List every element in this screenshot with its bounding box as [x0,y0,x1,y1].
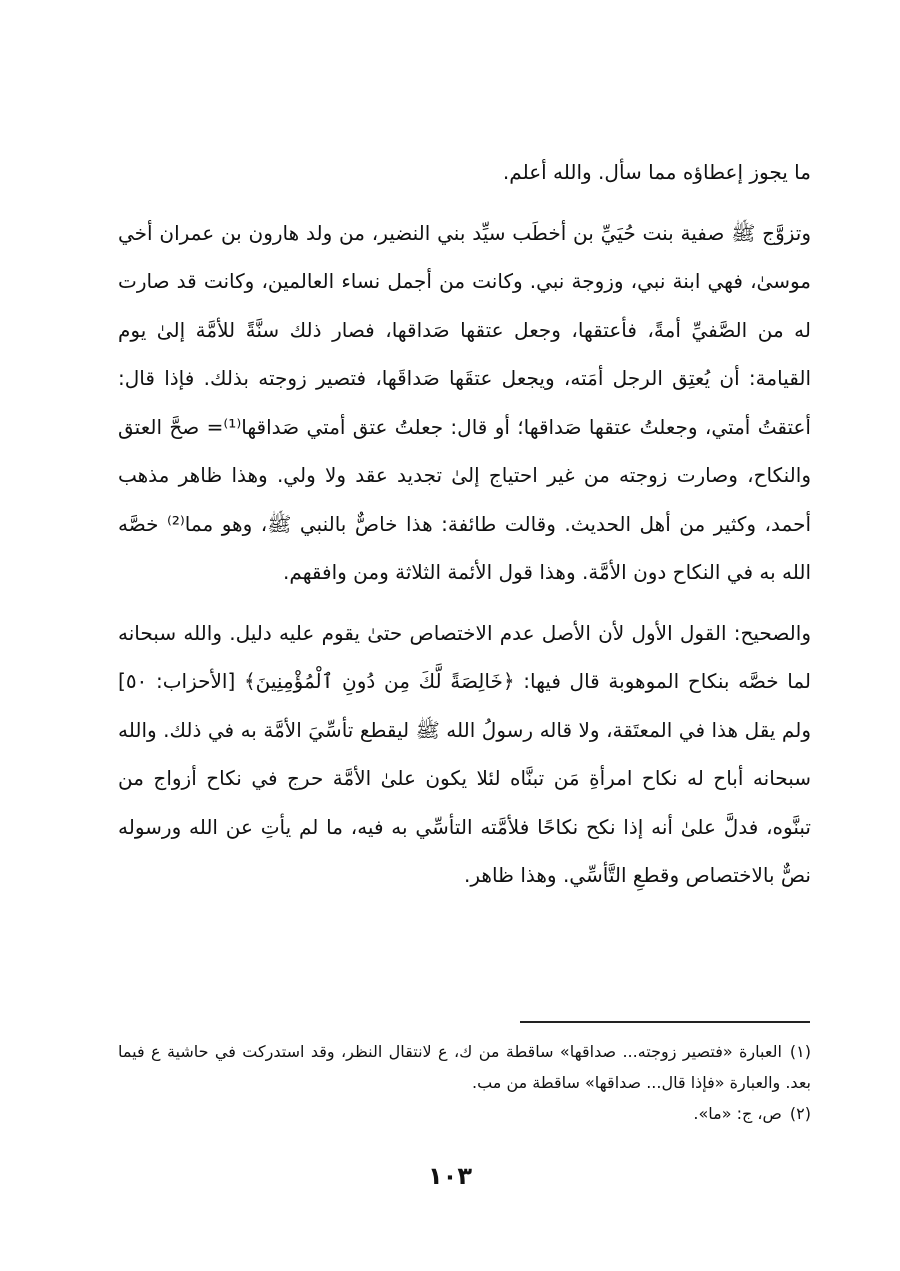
footnote-2-text: ص، ج: «ما». [693,1104,782,1123]
main-text [118,148,811,900]
footnotes [118,1036,811,1129]
paragraph-3: والصحيح: القول الأول لأن الأصل عدم الاختصاص حتىٰ يقوم عليه دليل. والله سبحانه لما خصَّه بنكاح الموهوبة قال فيها: ﴿خَالِصَةً لَّكَ مِن دُونِ ٱلْمُؤْمِنِينَ﴾ [الأحزاب: ٥٠] ولم يقل هذا في المعتَقة، ولا قاله رسولُ الله ﷺ ليقطع تأسِّيَ الأمَّة به في ذلك. والله سبحانه أباح له نكاح امرأةِ مَن تبنَّاه لئلا يكون علىٰ الأمَّة حرج في نكاح أزواج من تبنَّوه، فدلَّ علىٰ أنه إذا نكح نكاحًا فلأمَّته التأسِّي به فيه، ما لم يأتِ عن الله ورسوله نصٌّ بالاختصاص وقطعِ التَّأسِّي. وهذا ظاهر. [118,620,811,887]
footnote-1-text: العبارة «فتصير زوجته... صداقها» ساقطة من ك، ع لانتقال النظر، وقد استدركت في حاشية ع فيما بعد. والعبارة «فإذا قال... صداقها» ساقطة من مب. [118,1042,811,1092]
footnote-divider [520,1021,810,1023]
page-number: ١٠٣ [428,1162,472,1190]
footnote-2-number: (٢) [789,1104,811,1123]
footnote-2 [118,1098,811,1129]
paragraph-1: ما يجوز إعطاؤه مما سأل. والله أعلم. [502,160,811,184]
footnote-1 [118,1036,811,1098]
footnote-1-number: (١) [789,1042,811,1061]
paragraph-2: وتزوَّج ﷺ صفية بنت حُيَيِّ بن أخطَب سيِّد بني النضير، من ولد هارون بن عمران أخي موسىٰ، فهي ابنة نبي، وزوجة نبي. وكانت من أجمل نساء العالمين، وكانت قد صارت له من الصَّفيِّ أمةً، فأعتقها، وجعل عتقها صَداقها، فصار ذلك سنَّةً للأمَّة إلىٰ يوم القيامة: أن يُعتِق الرجل أمَته، ويجعل عتقَها صَداقَها، فتصير زوجته بذلك. فإذا قال: أعتقتُ أمتي، وجعلتُ عتقها صَداقها؛ أو قال: جعلتُ عتق أمتي صَداقها⁽¹⁾= صحَّ العتق والنكاح، وصارت زوجته من غير احتياج إلىٰ تجديد عقد ولا ولي. وهذا ظاهر مذهب أحمد، وكثير من أهل الحديث. وقالت طائفة: هذا خاصٌّ بالنبي ﷺ، وهو مما⁽²⁾ خصَّه الله به في النكاح دون الأمَّة. وهذا قول الأئمة الثلاثة ومن وافقهم. [118,220,811,584]
